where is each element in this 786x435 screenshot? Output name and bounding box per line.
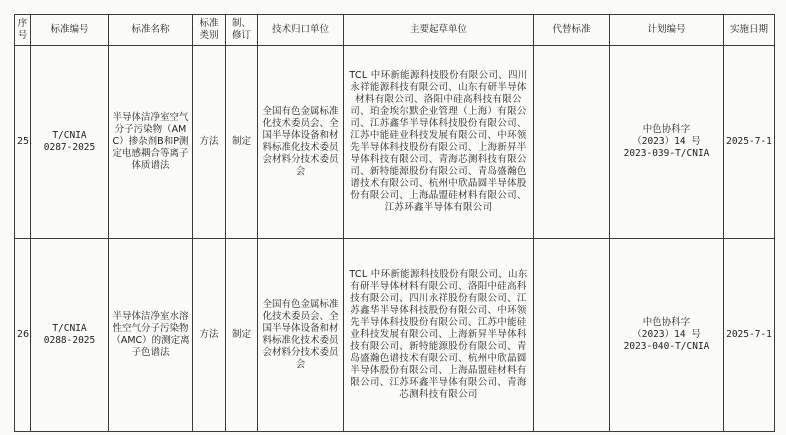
header-date: 实施日期 <box>724 15 775 46</box>
cell-dept: 全国有色金属标准化技术委员会、全国半导体设备和材料标准化技术委员会材料分技术委员会 <box>258 239 344 432</box>
cell-date: 2025-7-1 <box>724 46 775 239</box>
cell-replace <box>534 46 610 239</box>
cell-drafters: TCL 中环新能源科技股份有限公司、四川永祥能源科技有限公司、山东有研半导体材料有限公司、洛阳中硅高科技有限公司、珀金埃尔默企业管理（上海）有限公司、江苏鑫华半导体科技股份有限公司、江苏中能硅业科技发展有限公司、中环领先半导体科技股份有限公司、上海新昇半导体科技有限公司、青海芯测科技有限公司、新特能源股份有限公司、青岛盛瀚色谱技术有限公司、杭州中欣晶圆半导体股份有限公司、上海晶盟硅材料有限公司、江苏环鑫半导体有限公司 <box>344 46 534 239</box>
code-line: 0287-2025 <box>43 142 96 153</box>
plan-line: （2023）14 号 <box>632 329 701 340</box>
header-name: 标准名称 <box>109 15 193 46</box>
plan-line: （2023）14 号 <box>632 136 701 147</box>
cell-category: 方法 <box>193 46 226 239</box>
cell-date: 2025-7-1 <box>724 239 775 432</box>
cell-category: 方法 <box>193 239 226 432</box>
header-seq: 序号 <box>15 15 31 46</box>
cell-plan <box>610 46 724 239</box>
plan-line: 2023-040-T/CNIA <box>623 341 710 352</box>
header-type: 制、修订 <box>226 15 258 46</box>
header-category: 标准类别 <box>193 15 226 46</box>
cell-type: 制定 <box>226 46 258 239</box>
code-line: T/CNIA <box>52 323 87 334</box>
header-code: 标准编号 <box>31 15 109 46</box>
table-header-row <box>15 15 775 46</box>
plan-line: 中色协科字 <box>642 317 691 328</box>
cell-name: 半导体洁净室水溶性空气分子污染物（AMC）的测定离子色谱法 <box>109 239 193 432</box>
cell-code <box>31 239 109 432</box>
cell-seq: 26. <box>15 239 31 432</box>
cell-replace <box>534 239 610 432</box>
cell-seq: 25. <box>15 46 31 239</box>
code-line: T/CNIA <box>52 130 87 141</box>
cell-type: 制定 <box>226 239 258 432</box>
cell-name: 半导体洁净室空气分子污染物（AMC）掺杂剂B和P测定电感耦合等离子体质谱法 <box>109 46 193 239</box>
cell-drafters: TCL 中环新能源科技股份有限公司、山东有研半导体材料有限公司、洛阳中硅高科技有限公司、四川永祥股份有限公司、江苏鑫华半导体科技股份有限公司、中环领先半导体科技股份有限公司、江苏中能硅业科技发展有限公司、上海新昇半导体科技有限公司、新特能源股份有限公司、青岛盛瀚色谱技术有限公司、杭州中欣晶圆半导体股份有限公司、上海晶盟硅材料有限公司、江苏环鑫半导体有限公司、青海芯测科技有限公司 <box>344 239 534 432</box>
standards-table <box>14 14 775 432</box>
cell-plan <box>610 239 724 432</box>
code-line: 0288-2025 <box>43 335 96 346</box>
plan-line: 中色协科字 <box>642 124 691 135</box>
cell-code <box>31 46 109 239</box>
table-row <box>15 239 775 432</box>
header-dept: 技术归口单位 <box>258 15 344 46</box>
header-replace: 代替标准 <box>534 15 610 46</box>
table-row <box>15 46 775 239</box>
header-plan: 计划编号 <box>610 15 724 46</box>
header-drafters: 主要起草单位 <box>344 15 534 46</box>
plan-line: 2023-039-T/CNIA <box>623 148 710 159</box>
cell-dept: 全国有色金属标准化技术委员会、全国半导体设备和材料标准化技术委员会材料分技术委员会 <box>258 46 344 239</box>
